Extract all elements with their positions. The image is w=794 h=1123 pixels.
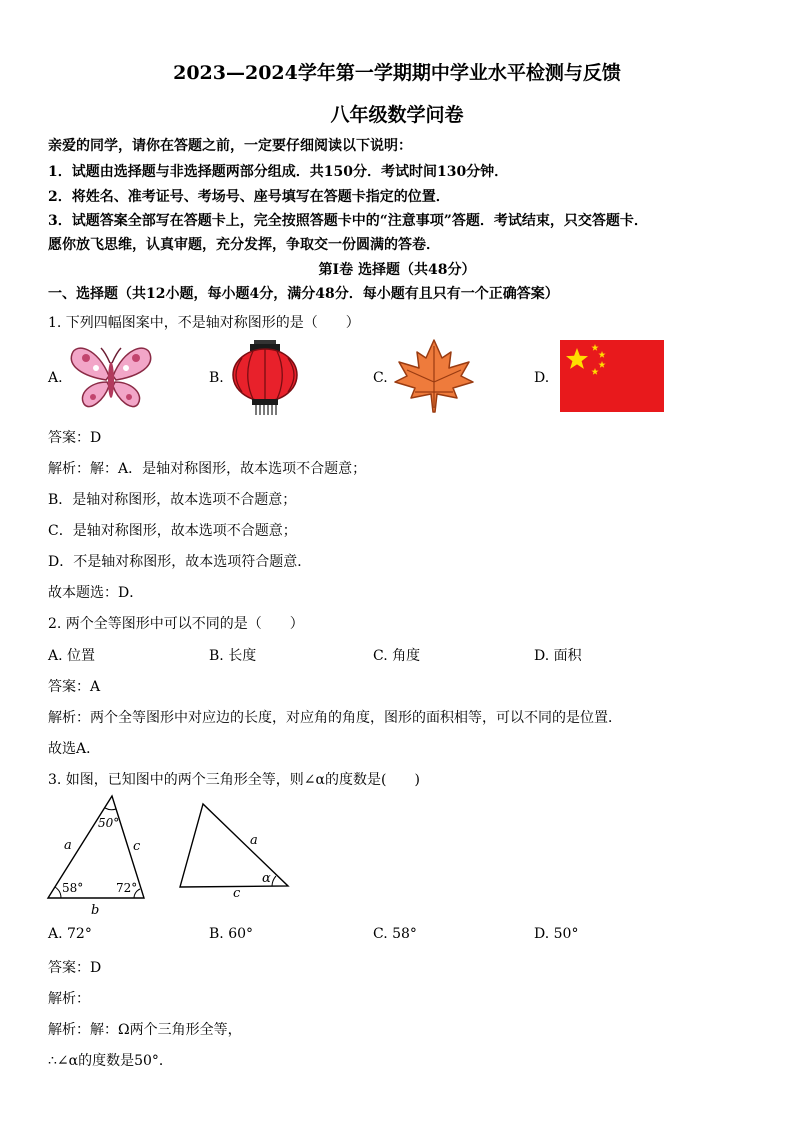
instructions-closing: 愿你放飞思维，认真审题，充分发挥，争取交一份圆满的答卷． <box>48 237 440 253</box>
instructions-greeting: 亲爱的同学，请你在答题之前，一定要仔细阅读以下说明： <box>48 138 412 154</box>
q3-analysis-line: 解析： <box>48 991 90 1007</box>
instruction-item: 3．试题答案全部写在答题卡上，完全按照答题卡中的“注意事项”答题．考试结束，只交答题卡． <box>48 213 648 229</box>
china-flag-image <box>560 340 664 412</box>
page-subtitle: 八年级数学问卷 <box>330 104 464 126</box>
q1-analysis-line: D．不是轴对称图形，故本选项符合题意． <box>48 554 312 570</box>
q3-analysis-line: 解析：解：Ω两个三角形全等， <box>48 1022 242 1038</box>
q2-answer: 答案：A <box>48 679 101 695</box>
maple-leaf-image <box>393 338 475 414</box>
left-bottom-right-angle-label: 72° <box>116 881 138 895</box>
q1-option-d: D. <box>534 370 550 386</box>
left-side-a-label: a <box>64 838 72 853</box>
congruent-triangles-figure <box>40 790 300 920</box>
q2-option-c: C. 角度 <box>373 648 421 664</box>
right-triangle <box>180 804 288 887</box>
q3-option-a: A. 72° <box>48 926 92 942</box>
question-3-stem: 3. 如图，已知图中的两个三角形全等，则∠α的度数是( ) <box>48 772 420 788</box>
right-side-a-label: a <box>250 833 258 848</box>
q1-analysis-line: B．是轴对称图形，故本选项不合题意； <box>48 492 297 508</box>
q3-option-d: D. 50° <box>534 926 579 942</box>
q2-analysis-line: 解析：两个全等图形中对应边的长度，对应角的角度，图形的面积相等，可以不同的是位置． <box>48 710 622 726</box>
q1-analysis-line: 解析：解：A．是轴对称图形，故本选项不合题意； <box>48 461 367 477</box>
q2-option-b: B. 长度 <box>209 648 257 664</box>
q3-option-c: C. 58° <box>373 926 417 942</box>
lantern-image <box>230 338 300 416</box>
q2-option-d: D. 面积 <box>534 648 582 664</box>
butterfly-image <box>68 342 154 412</box>
q3-option-b: B. 60° <box>209 926 254 942</box>
q1-answer: 答案：D <box>48 430 102 446</box>
q1-analysis-line: 故本题选：D． <box>48 585 144 601</box>
left-bottom-left-angle-label: 58° <box>62 881 84 895</box>
q1-option-a: A. <box>48 370 63 386</box>
part-title: 一、选择题（共12小题，每小题4分，满分48分．每小题有且只有一个正确答案） <box>48 286 559 302</box>
left-top-angle-label: 50° <box>98 816 120 830</box>
q3-analysis-line: ∴∠α的度数是50°． <box>48 1053 173 1069</box>
instruction-item: 1．试题由选择题与非选择题两部分组成．共150分．考试时间130分钟． <box>48 164 509 180</box>
q1-option-b: B. <box>209 370 224 386</box>
question-2-stem: 2. 两个全等图形中可以不同的是（ ） <box>48 616 304 632</box>
volume-title: 第Ⅰ卷 选择题（共48分） <box>318 262 476 278</box>
right-side-c-label: c <box>233 886 241 901</box>
left-side-c-label: c <box>133 839 141 854</box>
left-side-b-label: b <box>91 903 100 918</box>
q2-option-a: A. 位置 <box>48 648 96 664</box>
q1-option-c: C. <box>373 370 388 386</box>
page-title: 2023—2024学年第一学期期中学业水平检测与反馈 <box>173 62 621 84</box>
q3-answer: 答案：D <box>48 960 102 976</box>
q1-analysis-line: C．是轴对称图形，故本选项不合题意； <box>48 523 297 539</box>
instruction-item: 2．将姓名、准考证号、考场号、座号填写在答题卡指定的位置． <box>48 189 450 205</box>
q2-analysis-line: 故选A． <box>48 741 101 757</box>
question-1-stem: 1. 下列四幅图案中，不是轴对称图形的是（ ） <box>48 315 360 331</box>
right-alpha-label: α <box>262 871 271 886</box>
